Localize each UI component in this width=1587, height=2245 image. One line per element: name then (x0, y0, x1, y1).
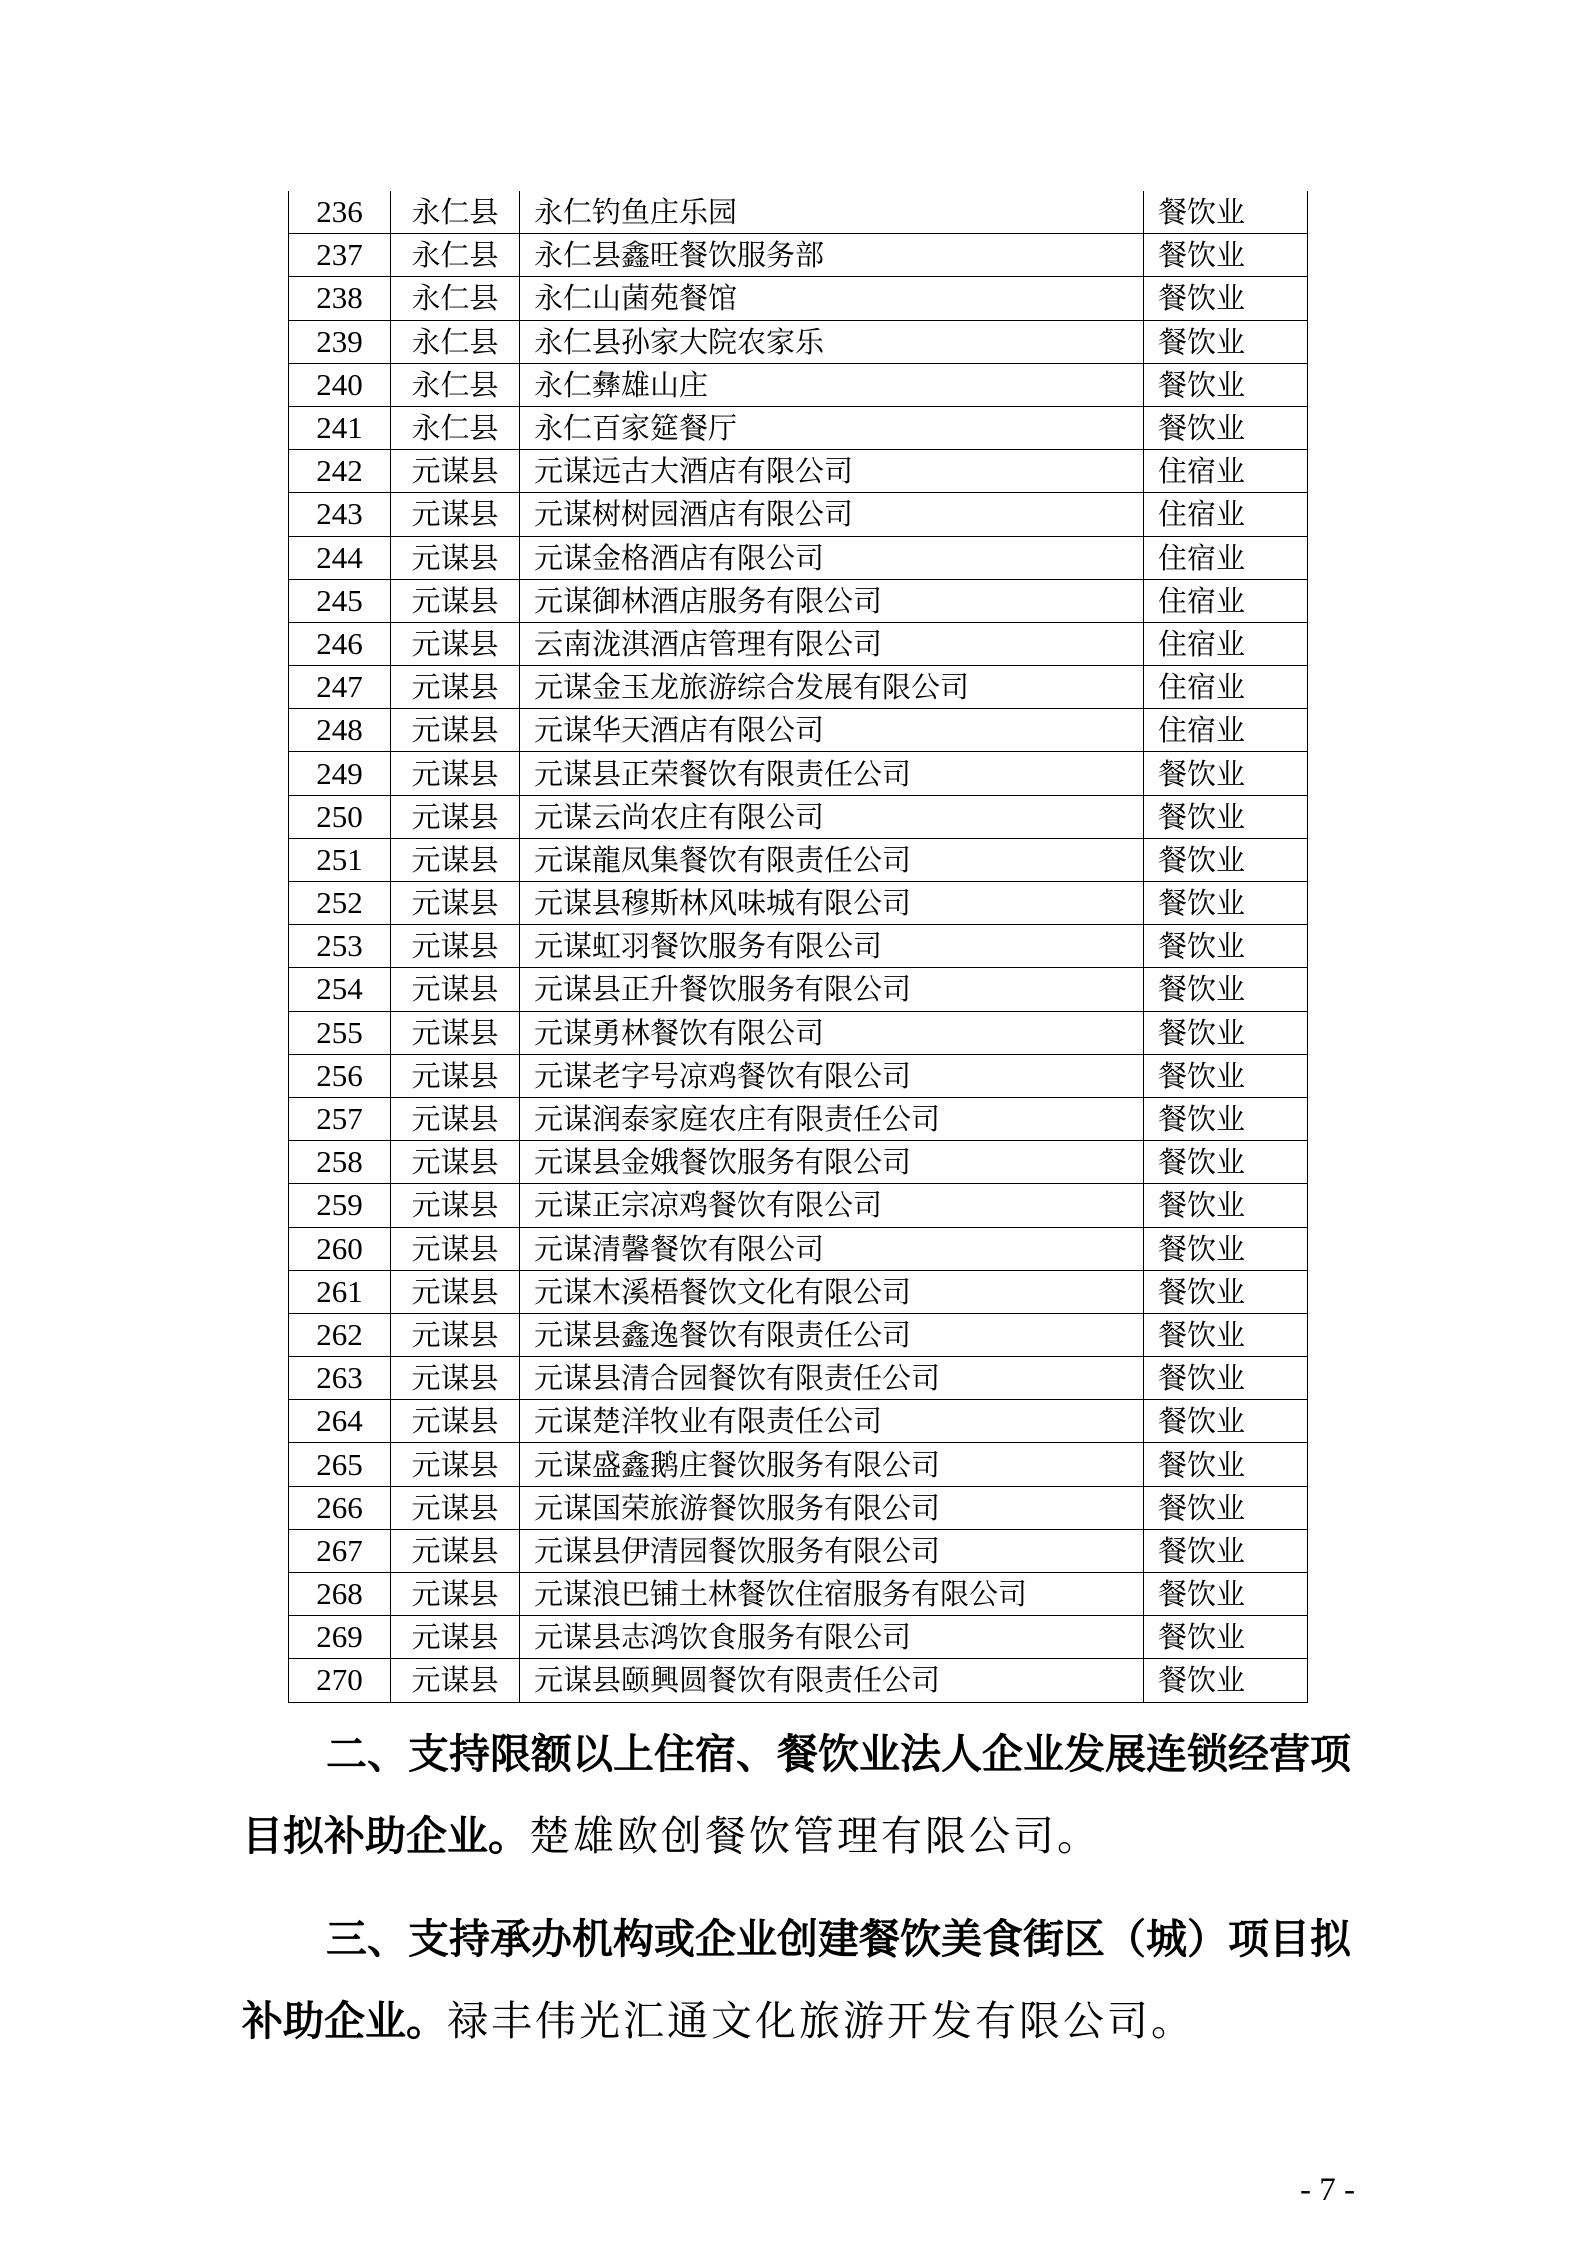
industry-type-cell: 餐饮业 (1144, 882, 1308, 925)
table-row (289, 752, 1308, 795)
table-row (289, 1357, 1308, 1400)
enterprise-name-cell: 元谋县清合园餐饮有限责任公司 (520, 1357, 1144, 1400)
table-row (289, 1011, 1308, 1054)
industry-type-cell: 餐饮业 (1144, 1011, 1308, 1054)
row-number-cell: 254 (289, 968, 391, 1011)
table-row (289, 1141, 1308, 1184)
enterprise-name-cell: 元谋浪巴铺土林餐饮住宿服务有限公司 (520, 1573, 1144, 1616)
table-row (289, 968, 1308, 1011)
county-cell: 元谋县 (391, 752, 520, 795)
table-row (289, 1054, 1308, 1097)
industry-type-cell: 餐饮业 (1144, 1227, 1308, 1270)
industry-type-cell: 餐饮业 (1144, 234, 1308, 277)
county-cell: 元谋县 (391, 1097, 520, 1140)
enterprise-name-cell: 元谋润泰家庭农庄有限责任公司 (520, 1097, 1144, 1140)
enterprise-name-cell: 元谋县正升餐饮服务有限公司 (520, 968, 1144, 1011)
row-number-cell: 266 (289, 1486, 391, 1529)
industry-type-cell: 住宿业 (1144, 666, 1308, 709)
county-cell: 元谋县 (391, 1659, 520, 1702)
county-cell: 元谋县 (391, 1529, 520, 1572)
row-number-cell: 263 (289, 1357, 391, 1400)
enterprise-name-cell: 元谋县鑫逸餐饮有限责任公司 (520, 1313, 1144, 1356)
industry-type-cell: 餐饮业 (1144, 795, 1308, 838)
industry-type-cell: 住宿业 (1144, 709, 1308, 752)
enterprise-name-cell: 元谋县伊清园餐饮服务有限公司 (520, 1529, 1144, 1572)
row-number-cell: 242 (289, 450, 391, 493)
table-row (289, 1400, 1308, 1443)
industry-type-cell: 住宿业 (1144, 536, 1308, 579)
table-row (289, 1443, 1308, 1486)
enterprise-name-cell: 永仁彝雄山庄 (520, 363, 1144, 406)
enterprise-name-cell: 元谋县金娥餐饮服务有限公司 (520, 1141, 1144, 1184)
county-cell: 元谋县 (391, 1011, 520, 1054)
row-number-cell: 264 (289, 1400, 391, 1443)
table-row (289, 320, 1308, 363)
enterprise-name-cell: 元谋金格酒店有限公司 (520, 536, 1144, 579)
county-cell: 元谋县 (391, 622, 520, 665)
county-cell: 永仁县 (391, 320, 520, 363)
industry-type-cell: 餐饮业 (1144, 1573, 1308, 1616)
table-row (289, 1616, 1308, 1659)
enterprise-name-cell: 元谋云尚农庄有限公司 (520, 795, 1144, 838)
county-cell: 元谋县 (391, 579, 520, 622)
row-number-cell: 262 (289, 1313, 391, 1356)
table-row (289, 666, 1308, 709)
row-number-cell: 251 (289, 838, 391, 881)
row-number-cell: 241 (289, 406, 391, 449)
page-number: - 7 - (1300, 2172, 1355, 2208)
county-cell: 元谋县 (391, 882, 520, 925)
county-cell: 元谋县 (391, 1400, 520, 1443)
county-cell: 元谋县 (391, 968, 520, 1011)
industry-type-cell: 餐饮业 (1144, 1443, 1308, 1486)
enterprise-name-cell: 永仁县孙家大院农家乐 (520, 320, 1144, 363)
table-row (289, 1659, 1308, 1702)
row-number-cell: 249 (289, 752, 391, 795)
row-number-cell: 248 (289, 709, 391, 752)
row-number-cell: 269 (289, 1616, 391, 1659)
enterprise-name-cell: 元谋华天酒店有限公司 (520, 709, 1144, 752)
table-row (289, 709, 1308, 752)
row-number-cell: 257 (289, 1097, 391, 1140)
county-cell: 元谋县 (391, 1616, 520, 1659)
county-cell: 元谋县 (391, 1141, 520, 1184)
county-cell: 元谋县 (391, 1573, 520, 1616)
section-3-body: 禄丰伟光汇通文化旅游开发有限公司。 (447, 1997, 1195, 2045)
row-number-cell: 267 (289, 1529, 391, 1572)
county-cell: 永仁县 (391, 277, 520, 320)
table-row (289, 1313, 1308, 1356)
industry-type-cell: 餐饮业 (1144, 752, 1308, 795)
industry-type-cell: 餐饮业 (1144, 1184, 1308, 1227)
enterprise-name-cell: 元谋虹羽餐饮服务有限公司 (520, 925, 1144, 968)
enterprise-name-cell: 元谋勇林餐饮有限公司 (520, 1011, 1144, 1054)
enterprise-name-cell: 元谋国荣旅游餐饮服务有限公司 (520, 1486, 1144, 1529)
industry-type-cell: 餐饮业 (1144, 1313, 1308, 1356)
table-row (289, 1184, 1308, 1227)
industry-type-cell: 餐饮业 (1144, 1357, 1308, 1400)
table-row (289, 450, 1308, 493)
table-row (289, 838, 1308, 881)
table-row (289, 191, 1308, 234)
enterprise-name-cell: 永仁百家筵餐厅 (520, 406, 1144, 449)
county-cell: 元谋县 (391, 709, 520, 752)
enterprise-name-cell: 元谋金玉龙旅游综合发展有限公司 (520, 666, 1144, 709)
county-cell: 元谋县 (391, 1486, 520, 1529)
row-number-cell: 260 (289, 1227, 391, 1270)
row-number-cell: 247 (289, 666, 391, 709)
row-number-cell: 245 (289, 579, 391, 622)
industry-type-cell: 餐饮业 (1144, 406, 1308, 449)
row-number-cell: 237 (289, 234, 391, 277)
industry-type-cell: 餐饮业 (1144, 1616, 1308, 1659)
row-number-cell: 268 (289, 1573, 391, 1616)
row-number-cell: 253 (289, 925, 391, 968)
row-number-cell: 255 (289, 1011, 391, 1054)
section-2-heading: 二、支持限额以上住宿、餐饮业法人企业发展连锁经营项目拟补助企业。 (242, 1730, 1351, 1860)
row-number-cell: 270 (289, 1659, 391, 1702)
industry-type-cell: 餐饮业 (1144, 968, 1308, 1011)
table-row (289, 363, 1308, 406)
table-row (289, 1486, 1308, 1529)
row-number-cell: 256 (289, 1054, 391, 1097)
industry-type-cell: 餐饮业 (1144, 363, 1308, 406)
county-cell: 元谋县 (391, 1054, 520, 1097)
industry-type-cell: 餐饮业 (1144, 277, 1308, 320)
enterprise-table-body (289, 191, 1308, 1702)
enterprise-name-cell: 云南泷淇酒店管理有限公司 (520, 622, 1144, 665)
enterprise-name-cell: 元谋县穆斯林风味城有限公司 (520, 882, 1144, 925)
enterprise-name-cell: 元谋楚洋牧业有限责任公司 (520, 1400, 1144, 1443)
industry-type-cell: 餐饮业 (1144, 1659, 1308, 1702)
table-row (289, 795, 1308, 838)
table-row (289, 1227, 1308, 1270)
table-row (289, 234, 1308, 277)
county-cell: 永仁县 (391, 363, 520, 406)
industry-type-cell: 餐饮业 (1144, 191, 1308, 234)
table-row (289, 536, 1308, 579)
enterprise-table (288, 191, 1308, 1703)
enterprise-name-cell: 元谋老字号凉鸡餐饮有限公司 (520, 1054, 1144, 1097)
industry-type-cell: 住宿业 (1144, 493, 1308, 536)
row-number-cell: 240 (289, 363, 391, 406)
industry-type-cell: 餐饮业 (1144, 320, 1308, 363)
enterprise-name-cell: 元谋树树园酒店有限公司 (520, 493, 1144, 536)
table-row (289, 406, 1308, 449)
county-cell: 元谋县 (391, 1270, 520, 1313)
table-row (289, 925, 1308, 968)
county-cell: 元谋县 (391, 1184, 520, 1227)
row-number-cell: 238 (289, 277, 391, 320)
county-cell: 元谋县 (391, 838, 520, 881)
county-cell: 元谋县 (391, 450, 520, 493)
table-row (289, 622, 1308, 665)
industry-type-cell: 餐饮业 (1144, 1486, 1308, 1529)
enterprise-name-cell: 元谋盛鑫鹅庄餐饮服务有限公司 (520, 1443, 1144, 1486)
enterprise-name-cell: 元谋正宗凉鸡餐饮有限公司 (520, 1184, 1144, 1227)
county-cell: 元谋县 (391, 925, 520, 968)
county-cell: 元谋县 (391, 1357, 520, 1400)
industry-type-cell: 住宿业 (1144, 450, 1308, 493)
county-cell: 元谋县 (391, 795, 520, 838)
enterprise-name-cell: 永仁山菌苑餐馆 (520, 277, 1144, 320)
table-row (289, 1529, 1308, 1572)
enterprise-name-cell: 元谋县正荣餐饮有限责任公司 (520, 752, 1144, 795)
row-number-cell: 259 (289, 1184, 391, 1227)
table-row (289, 1097, 1308, 1140)
industry-type-cell: 餐饮业 (1144, 1141, 1308, 1184)
county-cell: 元谋县 (391, 1227, 520, 1270)
county-cell: 元谋县 (391, 536, 520, 579)
section-3-heading: 三、支持承办机构或企业创建餐饮美食街区（城）项目拟补助企业。 (242, 1915, 1351, 2045)
section-2-paragraph (242, 1713, 1352, 1877)
row-number-cell: 258 (289, 1141, 391, 1184)
county-cell: 元谋县 (391, 666, 520, 709)
enterprise-name-cell: 永仁县鑫旺餐饮服务部 (520, 234, 1144, 277)
county-cell: 永仁县 (391, 191, 520, 234)
industry-type-cell: 餐饮业 (1144, 838, 1308, 881)
row-number-cell: 243 (289, 493, 391, 536)
enterprise-name-cell: 元谋县颐興圆餐饮有限责任公司 (520, 1659, 1144, 1702)
table-row (289, 882, 1308, 925)
table-row (289, 493, 1308, 536)
industry-type-cell: 餐饮业 (1144, 1097, 1308, 1140)
table-row (289, 579, 1308, 622)
industry-type-cell: 住宿业 (1144, 579, 1308, 622)
industry-type-cell: 餐饮业 (1144, 1529, 1308, 1572)
enterprise-name-cell: 元谋御林酒店服务有限公司 (520, 579, 1144, 622)
county-cell: 元谋县 (391, 493, 520, 536)
section-2-body: 楚雄欧创餐饮管理有限公司。 (529, 1812, 1101, 1860)
industry-type-cell: 餐饮业 (1144, 1054, 1308, 1097)
table-row (289, 277, 1308, 320)
industry-type-cell: 餐饮业 (1144, 1270, 1308, 1313)
county-cell: 永仁县 (391, 234, 520, 277)
section-3-paragraph (242, 1898, 1352, 2062)
enterprise-name-cell: 元谋县志鸿饮食服务有限公司 (520, 1616, 1144, 1659)
row-number-cell: 250 (289, 795, 391, 838)
industry-type-cell: 住宿业 (1144, 622, 1308, 665)
row-number-cell: 252 (289, 882, 391, 925)
industry-type-cell: 餐饮业 (1144, 1400, 1308, 1443)
row-number-cell: 265 (289, 1443, 391, 1486)
row-number-cell: 246 (289, 622, 391, 665)
table-row (289, 1270, 1308, 1313)
county-cell: 永仁县 (391, 406, 520, 449)
county-cell: 元谋县 (391, 1443, 520, 1486)
row-number-cell: 236 (289, 191, 391, 234)
table-row (289, 1573, 1308, 1616)
row-number-cell: 244 (289, 536, 391, 579)
enterprise-name-cell: 永仁钓鱼庄乐园 (520, 191, 1144, 234)
county-cell: 元谋县 (391, 1313, 520, 1356)
row-number-cell: 239 (289, 320, 391, 363)
enterprise-name-cell: 元谋木溪梧餐饮文化有限公司 (520, 1270, 1144, 1313)
row-number-cell: 261 (289, 1270, 391, 1313)
industry-type-cell: 餐饮业 (1144, 925, 1308, 968)
enterprise-name-cell: 元谋清馨餐饮有限公司 (520, 1227, 1144, 1270)
enterprise-name-cell: 元谋远古大酒店有限公司 (520, 450, 1144, 493)
enterprise-name-cell: 元谋龍凤集餐饮有限责任公司 (520, 838, 1144, 881)
